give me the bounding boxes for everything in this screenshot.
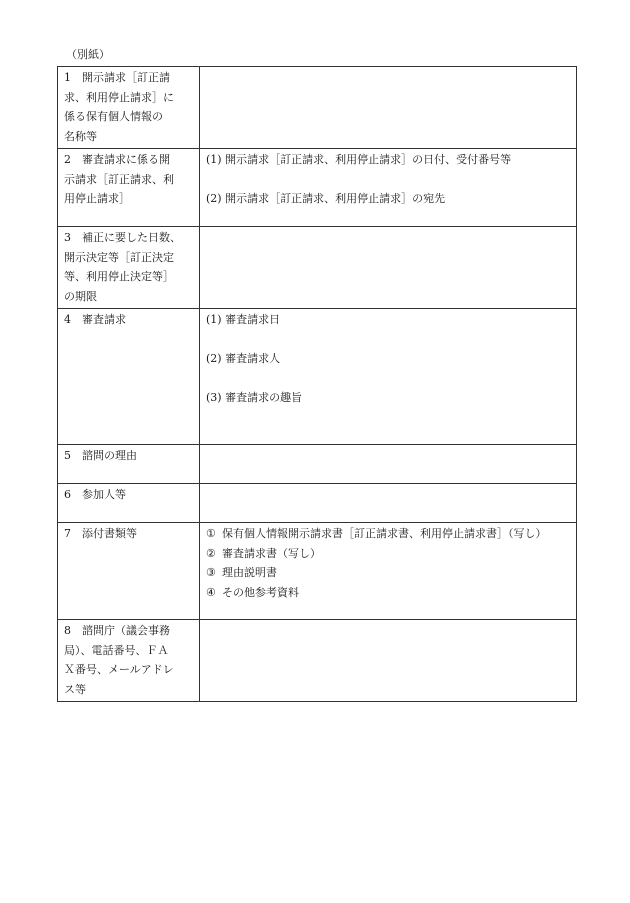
row-5-label: 5 諮問の理由 [58,445,200,484]
row-7-label: 7 添付書類等 [58,523,200,620]
attachment-item: ② 審査請求書（写し） [206,546,321,560]
row-8-content [200,620,577,702]
attachment-caption: （別紙） [66,48,110,61]
row-7-content [200,523,577,620]
row-4-content [200,309,577,445]
row-5 [58,445,577,484]
row-1-label: 1 開示請求［訂正請 求、利用停止請求］に 係る保有個人情報の 名称等 [58,67,200,149]
row-4-label: 4 審査請求 [58,309,200,445]
row-8-label: 8 諮問庁（議会事務 局）、電話番号、ＦＡ Ｘ番号、メールアドレ ス等 [58,620,200,702]
request-addressee-item: (2) 開示請求［訂正請求、利用停止請求］の宛先 [206,192,446,205]
attachment-item: ④ その他参考資料 [206,585,299,599]
row-1 [58,67,577,149]
attachment-item: ① 保有個人情報開示請求書［訂正請求書、利用停止請求書］（写し） [206,527,547,540]
review-date-item: (1) 審査請求日 [206,313,281,326]
consultation-form-table [57,66,577,702]
row-1-content [200,67,577,149]
row-4 [58,309,577,445]
row-6 [58,484,577,523]
row-6-content [200,484,577,523]
request-date-item: (1) 開示請求［訂正請求、利用停止請求］の日付、受付番号等 [206,153,512,166]
review-requester-item: (2) 審査請求人 [206,352,281,365]
review-purpose-item: (3) 審査請求の趣旨 [206,391,303,404]
row-7 [58,523,577,620]
row-2-content [200,149,577,227]
row-8 [58,620,577,702]
row-3-label: 3 補正に要した日数、 開示決定等［訂正決定 等、利用停止決定等］ の期限 [58,227,200,309]
attachment-item: ③ 理由説明書 [206,566,277,579]
row-2-label: 2 審査請求に係る開 示請求［訂正請求、利 用停止請求］ [58,149,200,227]
row-3-content [200,227,577,309]
row-2 [58,149,577,227]
row-6-label: 6 参加人等 [58,484,200,523]
row-5-content [200,445,577,484]
row-3 [58,227,577,309]
